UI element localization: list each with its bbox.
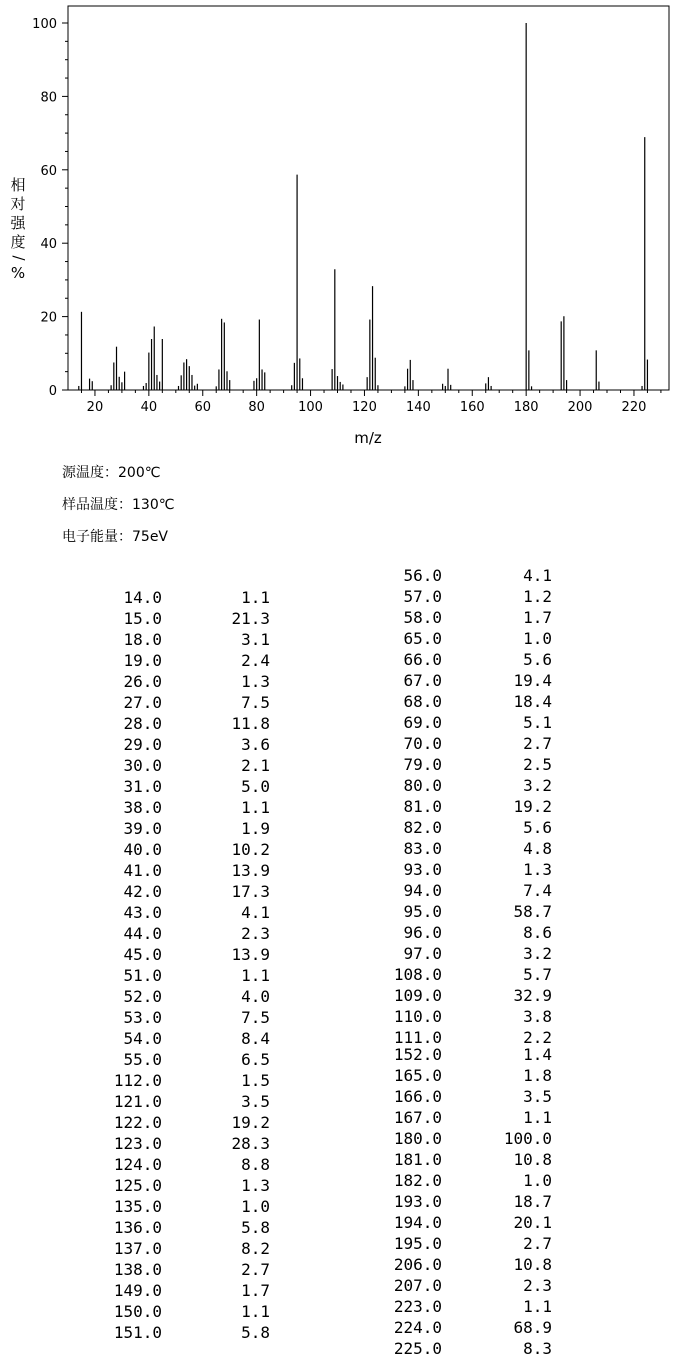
peak-table-row-right: [0, 1276, 680, 1296]
mz-value: 19.0: [123, 651, 162, 670]
mz-value: 166.0: [393, 1087, 442, 1106]
mz-value: 14.0: [123, 588, 162, 607]
mz-value: 28.0: [123, 714, 162, 733]
x-tick-label: 20: [86, 400, 104, 415]
intensity-value: 1.1: [241, 798, 270, 817]
intensity-value: 17.3: [231, 882, 270, 901]
peak-table-row-right: [0, 1192, 680, 1212]
intensity-value: 7.4: [523, 881, 552, 900]
intensity-value: 21.3: [231, 609, 270, 628]
intensity-value: 100.0: [503, 1129, 552, 1148]
intensity-value: 19.2: [513, 797, 552, 816]
intensity-value: 1.1: [241, 966, 270, 985]
peak-table-row-right: [0, 713, 680, 733]
mz-value: 167.0: [393, 1108, 442, 1127]
mz-value: 108.0: [393, 965, 442, 984]
mz-value: 121.0: [113, 1092, 162, 1111]
mz-value: 150.0: [113, 1302, 162, 1321]
y-tick-label: 60: [40, 163, 57, 179]
intensity-value: 3.5: [241, 1092, 270, 1111]
mz-value: 136.0: [113, 1218, 162, 1237]
mz-value: 55.0: [123, 1050, 162, 1069]
intensity-value: 5.1: [523, 713, 552, 732]
plot-frame: [68, 6, 669, 390]
intensity-value: 10.8: [513, 1255, 552, 1274]
intensity-value: 58.7: [513, 902, 552, 921]
mz-value: 97.0: [403, 944, 442, 963]
intensity-value: 20.1: [513, 1213, 552, 1232]
intensity-value: 10.8: [513, 1150, 552, 1169]
y-axis-title-slash: /: [10, 255, 28, 261]
peak-table-row-right: [0, 860, 680, 880]
intensity-value: 1.0: [241, 1197, 270, 1216]
intensity-value: 19.2: [231, 1113, 270, 1132]
peak-table-row-right: [0, 1108, 680, 1128]
intensity-value: 4.0: [241, 987, 270, 1006]
intensity-value: 8.8: [241, 1155, 270, 1174]
mass-spectrum-chart: [0, 0, 680, 450]
mz-value: 206.0: [393, 1255, 442, 1274]
mz-value: 109.0: [393, 986, 442, 1005]
mz-value: 26.0: [123, 672, 162, 691]
intensity-value: 1.7: [523, 608, 552, 627]
mz-value: 137.0: [113, 1239, 162, 1258]
peak-table-row-right: [0, 1255, 680, 1275]
mz-value: 68.0: [403, 692, 442, 711]
peak-table-row-right: [0, 1087, 680, 1107]
y-axis-title-char: 强: [10, 214, 26, 232]
y-tick-label: 80: [40, 90, 57, 106]
intensity-value: 6.5: [241, 1050, 270, 1069]
intensity-value: 18.7: [513, 1192, 552, 1211]
intensity-value: 1.1: [523, 1108, 552, 1127]
mz-value: 182.0: [393, 1171, 442, 1190]
mz-value: 65.0: [403, 629, 442, 648]
mz-value: 66.0: [403, 650, 442, 669]
intensity-value: 4.1: [523, 566, 552, 585]
mz-value: 67.0: [403, 671, 442, 690]
peak-table-row-right: [0, 1150, 680, 1170]
y-axis-title: [10, 176, 28, 282]
intensity-value: 4.1: [241, 903, 270, 922]
y-tick-label: 100: [32, 17, 57, 32]
peak-table-row-right: [0, 944, 680, 964]
mz-value: 151.0: [113, 1323, 162, 1342]
mz-value: 52.0: [123, 987, 162, 1006]
intensity-value: 2.4: [241, 651, 270, 670]
mz-value: 138.0: [113, 1260, 162, 1279]
intensity-value: 3.2: [523, 944, 552, 963]
mz-value: 180.0: [393, 1129, 442, 1148]
peak-table-row-right: [0, 587, 680, 607]
y-axis-title-char: %: [10, 264, 26, 282]
mz-value: 40.0: [123, 840, 162, 859]
mz-value: 44.0: [123, 924, 162, 943]
peak-table-row-right: [0, 1171, 680, 1191]
intensity-value: 1.1: [241, 588, 270, 607]
axis-ticks: [32, 17, 661, 415]
mz-value: 70.0: [403, 734, 442, 753]
peak-table-row-right: [0, 1066, 680, 1086]
mz-value: 30.0: [123, 756, 162, 775]
sample-temperature: 样品温度：130℃: [62, 497, 175, 513]
y-axis-title-char: 对: [10, 195, 26, 213]
intensity-value: 5.0: [241, 777, 270, 796]
mz-value: 18.0: [123, 630, 162, 649]
intensity-value: 8.3: [523, 1339, 552, 1358]
mz-value: 41.0: [123, 861, 162, 880]
intensity-value: 11.8: [231, 714, 270, 733]
x-tick-label: 40: [140, 400, 158, 415]
mz-value: 38.0: [123, 798, 162, 817]
intensity-value: 28.3: [231, 1134, 270, 1153]
intensity-value: 19.4: [513, 671, 552, 690]
intensity-value: 8.2: [241, 1239, 270, 1258]
intensity-value: 5.6: [523, 650, 552, 669]
intensity-value: 13.9: [231, 945, 270, 964]
peak-table-row-right: [0, 650, 680, 670]
mz-value: 135.0: [113, 1197, 162, 1216]
intensity-value: 3.2: [523, 776, 552, 795]
x-tick-label: 160: [459, 400, 485, 415]
mz-value: 31.0: [123, 777, 162, 796]
intensity-value: 2.2: [523, 1028, 552, 1047]
mz-value: 194.0: [393, 1213, 442, 1232]
intensity-value: 32.9: [513, 986, 552, 1005]
mz-value: 181.0: [393, 1150, 442, 1169]
peak-table-row-right: [0, 902, 680, 922]
peak-table-row-right: [0, 776, 680, 796]
mz-value: 53.0: [123, 1008, 162, 1027]
mz-value: 58.0: [403, 608, 442, 627]
peak-table-row-right: [0, 881, 680, 901]
intensity-value: 2.5: [523, 755, 552, 774]
intensity-value: 13.9: [231, 861, 270, 880]
intensity-value: 1.1: [523, 1297, 552, 1316]
intensity-value: 8.6: [523, 923, 552, 942]
y-tick-label: 40: [40, 237, 57, 253]
x-tick-label: 60: [194, 400, 212, 415]
x-tick-label: 140: [405, 400, 431, 415]
peak-table-row-right: [0, 1007, 680, 1027]
intensity-value: 5.7: [523, 965, 552, 984]
mz-value: 79.0: [403, 755, 442, 774]
mz-value: 124.0: [113, 1155, 162, 1174]
intensity-value: 1.5: [241, 1071, 270, 1090]
intensity-value: 2.3: [241, 924, 270, 943]
mz-value: 112.0: [113, 1071, 162, 1090]
peak-table-row-right: [0, 1234, 680, 1254]
mz-value: 125.0: [113, 1176, 162, 1195]
intensity-value: 2.7: [241, 1260, 270, 1279]
intensity-value: 1.3: [523, 860, 552, 879]
intensity-value: 7.5: [241, 1008, 270, 1027]
mz-value: 94.0: [403, 881, 442, 900]
mz-value: 27.0: [123, 693, 162, 712]
peak-table-row-right: [0, 818, 680, 838]
mz-value: 51.0: [123, 966, 162, 985]
intensity-value: 7.5: [241, 693, 270, 712]
mz-value: 56.0: [403, 566, 442, 585]
mz-value: 122.0: [113, 1113, 162, 1132]
mz-value: 123.0: [113, 1134, 162, 1153]
mz-value: 93.0: [403, 860, 442, 879]
peak-table-row-right: [0, 692, 680, 712]
mz-value: 193.0: [393, 1192, 442, 1211]
peak-table-row-right: [0, 755, 680, 775]
mz-value: 54.0: [123, 1029, 162, 1048]
y-tick-label: 20: [40, 310, 57, 326]
intensity-value: 1.7: [241, 1281, 270, 1300]
intensity-value: 5.8: [241, 1218, 270, 1237]
intensity-value: 3.5: [523, 1087, 552, 1106]
mz-value: 80.0: [403, 776, 442, 795]
intensity-value: 5.6: [523, 818, 552, 837]
intensity-value: 2.3: [523, 1276, 552, 1295]
x-tick-label: 120: [352, 400, 377, 415]
intensity-value: 1.0: [523, 629, 552, 648]
mz-value: 195.0: [393, 1234, 442, 1253]
peak-table-row-right: [0, 986, 680, 1006]
intensity-value: 2.1: [241, 756, 270, 775]
mz-value: 45.0: [123, 945, 162, 964]
x-tick-label: 220: [621, 400, 647, 415]
mz-value: 82.0: [403, 818, 442, 837]
x-tick-label: 200: [567, 400, 593, 415]
intensity-value: 3.8: [523, 1007, 552, 1026]
intensity-value: 3.1: [241, 630, 270, 649]
peak-table-row-right: [0, 965, 680, 985]
intensity-value: 1.3: [241, 1176, 270, 1195]
mz-value: 69.0: [403, 713, 442, 732]
mz-value: 111.0: [393, 1028, 442, 1047]
spectrum-peaks: [79, 23, 648, 390]
y-axis-title-char: 相: [10, 176, 26, 194]
peak-table-row-right: [0, 1129, 680, 1149]
peak-table-row-right: [0, 671, 680, 691]
intensity-value: 1.0: [523, 1171, 552, 1190]
peak-table-row-right: [0, 608, 680, 628]
electron-energy: 电子能量：75eV: [62, 529, 169, 545]
mz-value: 43.0: [123, 903, 162, 922]
peak-table-row-right: [0, 566, 680, 586]
mz-value: 207.0: [393, 1276, 442, 1295]
intensity-value: 1.3: [241, 672, 270, 691]
peak-table-row-right: [0, 629, 680, 649]
mz-value: 152.0: [393, 1045, 442, 1064]
intensity-value: 1.8: [523, 1066, 552, 1085]
source-temperature: 源温度：200℃: [62, 465, 161, 481]
peak-table-row-right: [0, 1339, 680, 1359]
intensity-value: 2.7: [523, 1234, 552, 1253]
mz-value: 42.0: [123, 882, 162, 901]
x-axis-title: m/z: [354, 429, 382, 447]
intensity-value: 3.6: [241, 735, 270, 754]
intensity-value: 1.4: [523, 1045, 552, 1064]
mz-value: 15.0: [123, 609, 162, 628]
intensity-value: 1.9: [241, 819, 270, 838]
mz-value: 225.0: [393, 1339, 442, 1358]
x-tick-label: 180: [513, 400, 539, 415]
intensity-value: 8.4: [241, 1029, 270, 1048]
mz-value: 57.0: [403, 587, 442, 606]
x-tick-label: 80: [248, 400, 265, 415]
peak-table-row-right: [0, 797, 680, 817]
mz-value: 96.0: [403, 923, 442, 942]
mz-value: 165.0: [393, 1066, 442, 1085]
y-tick-label: 0: [48, 384, 57, 399]
peak-table-row-right: [0, 734, 680, 754]
peak-table-row-right: [0, 1045, 680, 1065]
mz-value: 110.0: [393, 1007, 442, 1026]
peak-table-row-right: [0, 923, 680, 943]
intensity-value: 10.2: [231, 840, 270, 859]
peak-table-row-right: [0, 1297, 680, 1317]
mz-value: 149.0: [113, 1281, 162, 1300]
mz-value: 95.0: [403, 902, 442, 921]
intensity-value: 4.8: [523, 839, 552, 858]
y-axis-title-char: 度: [10, 233, 26, 251]
mz-value: 39.0: [123, 819, 162, 838]
peak-table-row-right: [0, 839, 680, 859]
mz-value: 83.0: [403, 839, 442, 858]
intensity-value: 5.8: [241, 1323, 270, 1342]
intensity-value: 68.9: [513, 1318, 552, 1337]
intensity-value: 1.1: [241, 1302, 270, 1321]
intensity-value: 1.2: [523, 587, 552, 606]
intensity-value: 18.4: [513, 692, 552, 711]
peak-table-row-right: [0, 1213, 680, 1233]
intensity-value: 2.7: [523, 734, 552, 753]
mz-value: 29.0: [123, 735, 162, 754]
mz-value: 223.0: [393, 1297, 442, 1316]
peak-table-row-right: [0, 1318, 680, 1338]
mz-value: 224.0: [393, 1318, 442, 1337]
mz-value: 81.0: [403, 797, 442, 816]
x-tick-label: 100: [298, 400, 323, 415]
